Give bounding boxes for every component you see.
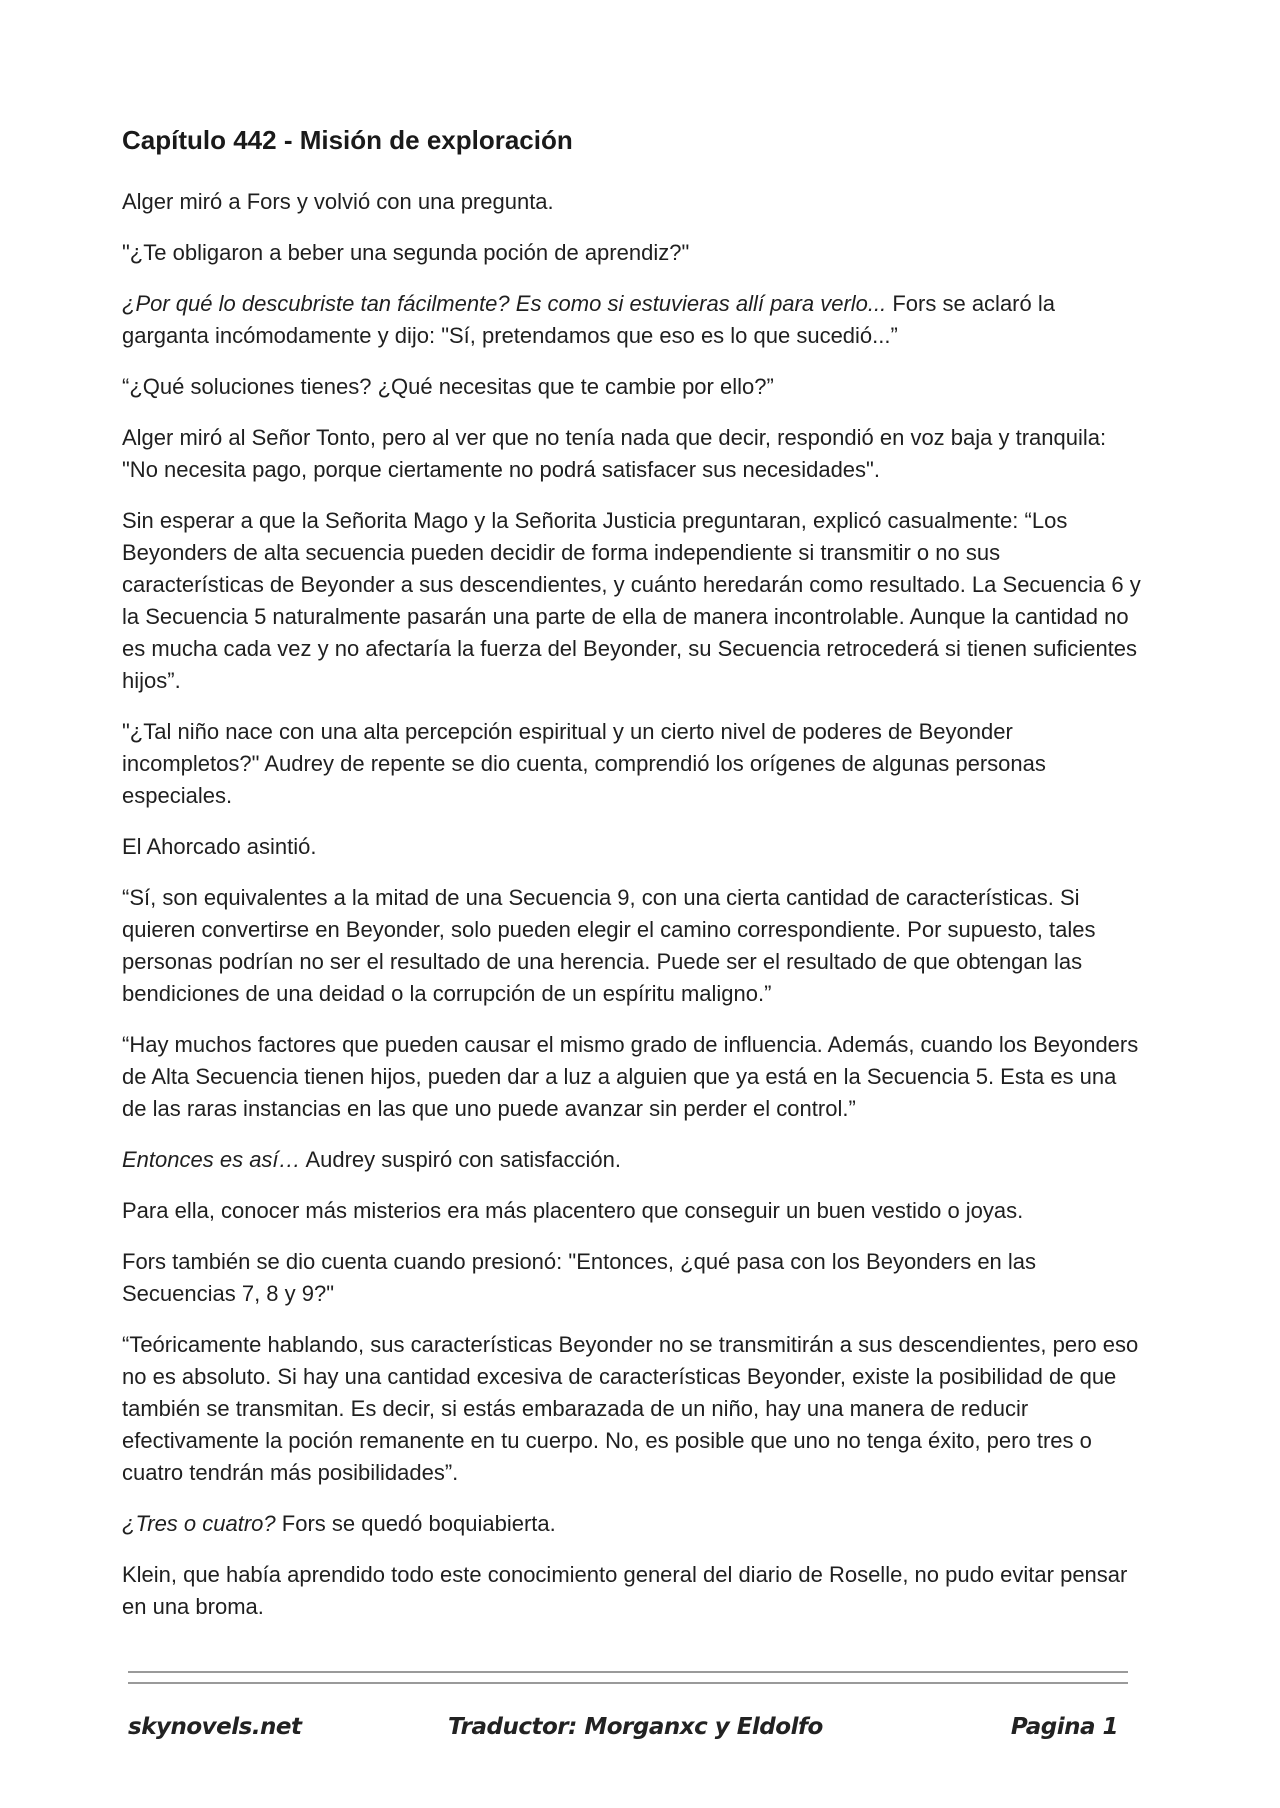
footer-translator: Traductor: Morganxc y Eldolfo (448, 1714, 823, 1740)
paragraph: Sin esperar a que la Señorita Mago y la Señorita Justicia preguntaran, explicó casualmente: “Los Beyonders de alta secuencia pueden decidir de forma independiente si transmitir o no sus características de Beyonder a sus descendientes, y cuánto heredarán como resultado. La Secuencia 6 y la Secuencia 5 naturalmente pasarán una parte de ella de manera incontrolable. Aunque la cantidad no es mucha cada vez y no afectaría la fuerza del Beyonder, su Secuencia retrocederá si tienen suficientes hijos”. (122, 508, 1141, 693)
paragraph: “Hay muchos factores que pueden causar el mismo grado de influencia. Además, cuando los Beyonders de Alta Secuencia tienen hijos, pueden dar a luz a alguien que ya está en la Secuencia 5. Esta es una de las raras instancias en las que uno puede avanzar sin perder el control.” (122, 1032, 1139, 1121)
paragraph: “Teóricamente hablando, sus características Beyonder no se transmitirán a sus descendientes, pero eso no es absoluto. Si hay una cantidad excesiva de características Beyonder, existe la posibilidad de que también se transmitan. Es decir, si estás embarazada de un niño, hay una manera de reducir efectivamente la poción remanente en tu cuerpo. No, es posible que uno no tenga éxito, pero tres o cuatro tendrán más posibilidades”. (122, 1332, 1139, 1485)
paragraph: "¿Te obligaron a beber una segunda poción de aprendiz?" (122, 240, 690, 265)
paragraph: Alger miró a Fors y volvió con una pregunta. (122, 189, 554, 214)
paragraph: ¿Tres o cuatro? Fors se quedó boquiabierta. (122, 1511, 556, 1536)
paragraph: “Sí, son equivalentes a la mitad de una Secuencia 9, con una cierta cantidad de características. Si quieren convertirse en Beyonder, solo pueden elegir el camino correspondiente. Por supuesto, tales personas podrían no ser el resultado de una herencia. Puede ser el resultado de que obtengan las bendiciones de una deidad o la corrupción de un espíritu maligno.” (122, 885, 1096, 1006)
italic-thought: ¿Por qué lo descubriste tan fácilmente? Es como si estuvieras allí para verlo... (122, 291, 887, 316)
paragraph: ¿Por qué lo descubriste tan fácilmente? Es como si estuvieras allí para verlo... Fors se aclaró la garganta incómodamente y dijo: "Sí, pretendamos que eso es lo que sucedió...” (122, 291, 1055, 348)
paragraph: Fors también se dio cuenta cuando presionó: "Entonces, ¿qué pasa con los Beyonders en las Secuencias 7, 8 y 9?" (122, 1249, 1037, 1306)
footer-site: skynovels.net (128, 1714, 302, 1740)
italic-thought: ¿Tres o cuatro? (122, 1511, 276, 1536)
footer-page-number: Pagina 1 (1010, 1714, 1118, 1740)
footer-divider (128, 1682, 1128, 1684)
footer-divider (128, 1671, 1128, 1673)
paragraph: Para ella, conocer más misterios era más placentero que conseguir un buen vestido o joyas. (122, 1198, 1024, 1223)
paragraph: “¿Qué soluciones tienes? ¿Qué necesitas que te cambie por ello?” (122, 374, 774, 399)
paragraph: El Ahorcado asintió. (122, 834, 317, 859)
paragraph: Klein, que había aprendido todo este conocimiento general del diario de Roselle, no pudo evitar pensar en una broma. (122, 1562, 1128, 1619)
paragraph: Alger miró al Señor Tonto, pero al ver que no tenía nada que decir, respondió en voz baja y tranquila: "No necesita pago, porque ciertamente no podrá satisfacer sus necesidades". (122, 425, 1107, 482)
paragraph: Entonces es así… Audrey suspiró con satisfacción. (122, 1147, 621, 1172)
document-body (122, 118, 1142, 1642)
paragraph: "¿Tal niño nace con una alta percepción espiritual y un cierto nivel de poderes de Beyonder incompletos?" Audrey de repente se dio cuenta, comprendió los orígenes de algunas personas especiales. (122, 719, 1046, 808)
chapter-title: Capítulo 442 - Misión de exploración (122, 125, 573, 155)
italic-thought: Entonces es así… (122, 1147, 301, 1172)
